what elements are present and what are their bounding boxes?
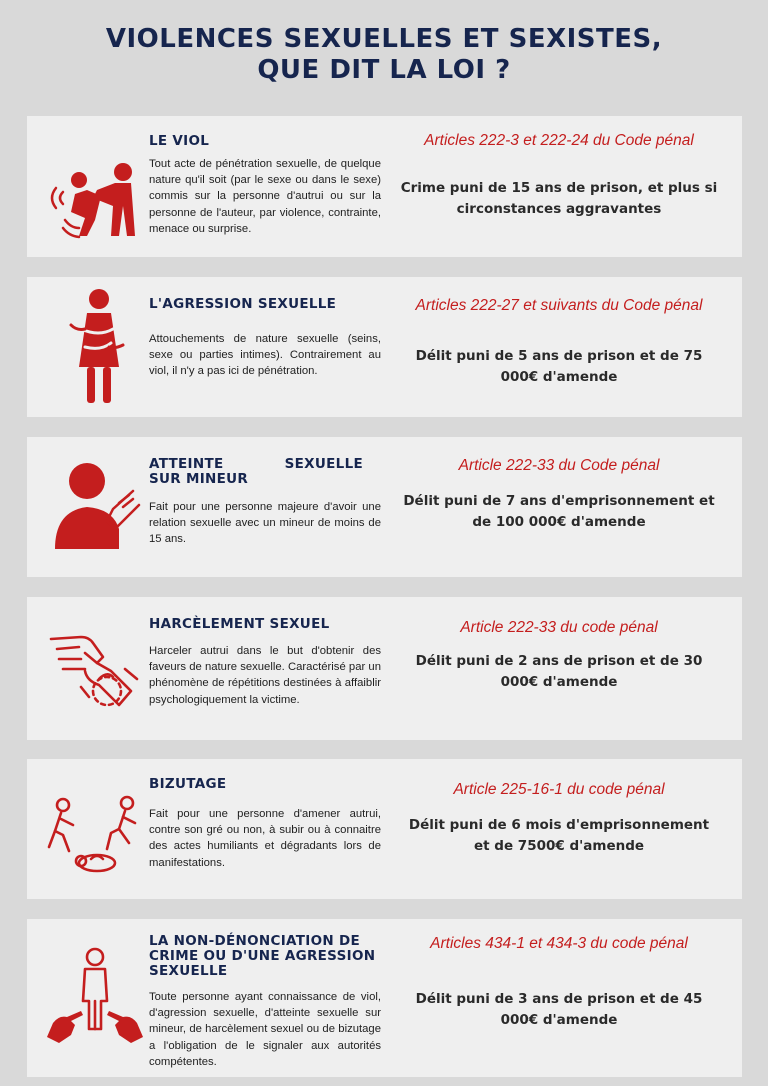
section-heading: L'AGRESSION SEXUELLE [149, 296, 337, 312]
section-article: Articles 434-1 et 434-3 du code pénal [430, 935, 688, 952]
section-article: Article 225-16-1 du code pénal [453, 781, 665, 798]
section-penalty: Délit puni de 7 ans d'emprisonnement et de 100 000€ d'amende [403, 493, 715, 530]
section-bizutage [27, 759, 742, 899]
section-heading [149, 457, 381, 487]
section-description: Attouchements de nature sexuelle (seins, sexe ou parties intimes). Contrairement au viol, il n'y a pas ici de pénétration. [149, 333, 381, 378]
section-penalty: Délit puni de 5 ans de prison et de 75 000€ d'amende [415, 348, 703, 385]
section-heading: HARCÈLEMENT SEXUEL [149, 616, 330, 632]
child-protection-icon [41, 449, 149, 569]
heading-word: ATTEINTE [149, 456, 224, 472]
section-description: Harceler autrui dans le but d'obtenir des faveurs de nature sexuelle. Caractérisé par un phénomène de répétitions destinées à affaiblir psychologiquement la victime. [149, 645, 381, 706]
section-article: Article 222-33 du Code pénal [458, 457, 660, 474]
section-description: Tout acte de pénétration sexuelle, de quelque nature qu'il soit (par le sexe ou dans le sexe) commis sur la personne d'autrui ou sur la personne de l'auteur, par violence, contrainte, menace ou surprise. [149, 158, 381, 235]
heading-line-2: SUR MINEUR [149, 471, 249, 487]
section-heading: LE VIOL [149, 133, 210, 149]
section-penalty: Délit puni de 3 ans de prison et de 45 000€ d'amende [415, 991, 703, 1028]
section-description: Toute personne ayant connaissance de viol, d'agression sexuelle, d'atteinte sexuelle sur mineur, de harcèlement sexuel ou de bizutage a l'obligation de le signaler aux autorités compétentes. [149, 991, 381, 1068]
section-agression-sexuelle [27, 277, 742, 417]
section-description: Fait pour une personne majeure d'avoir une relation sexuelle avec un mineur de moins de 15 ans. [149, 501, 381, 546]
pointing-hands-icon [41, 939, 149, 1059]
section-article: Article 222-33 du code pénal [460, 619, 658, 636]
page-title [0, 24, 768, 86]
section-penalty: Crime puni de 15 ans de prison, et plus si circonstances aggravantes [400, 180, 718, 217]
section-description: Fait pour une personne d'amener autrui, contre son gré ou non, à subir ou à connaitre des actes humiliants et dégradants lors de manifestations. [149, 808, 381, 869]
section-penalty: Délit puni de 2 ans de prison et de 30 000€ d'amende [415, 653, 703, 690]
section-non-denonciation [27, 919, 742, 1077]
assault-figures-icon [41, 136, 149, 256]
hazing-figures-icon [41, 773, 149, 893]
section-article: Articles 222-27 et suivants du Code pénal [415, 297, 703, 314]
section-heading: BIZUTAGE [149, 776, 227, 792]
title-line-2: QUE DIT LA LOI ? [257, 55, 511, 85]
section-penalty: Délit puni de 6 mois d'emprisonnement et de 7500€ d'amende [408, 817, 710, 854]
section-harcelement-sexuel [27, 597, 742, 740]
title-line-1: VIOLENCES SEXUELLES ET SEXISTES, [105, 24, 663, 54]
section-article: Articles 222-3 et 222-24 du Code pénal [424, 132, 694, 149]
section-viol [27, 116, 742, 257]
heading-line-1 [149, 457, 363, 472]
section-atteinte-sexuelle-mineur [27, 437, 742, 577]
heading-word: SEXUELLE [284, 456, 363, 472]
groped-woman-icon [41, 285, 149, 405]
section-heading: LA NON-DÉNONCIATION DE CRIME OU D'UNE AGRESSION SEXUELLE [149, 933, 376, 979]
grabbing-hand-icon [41, 609, 149, 729]
